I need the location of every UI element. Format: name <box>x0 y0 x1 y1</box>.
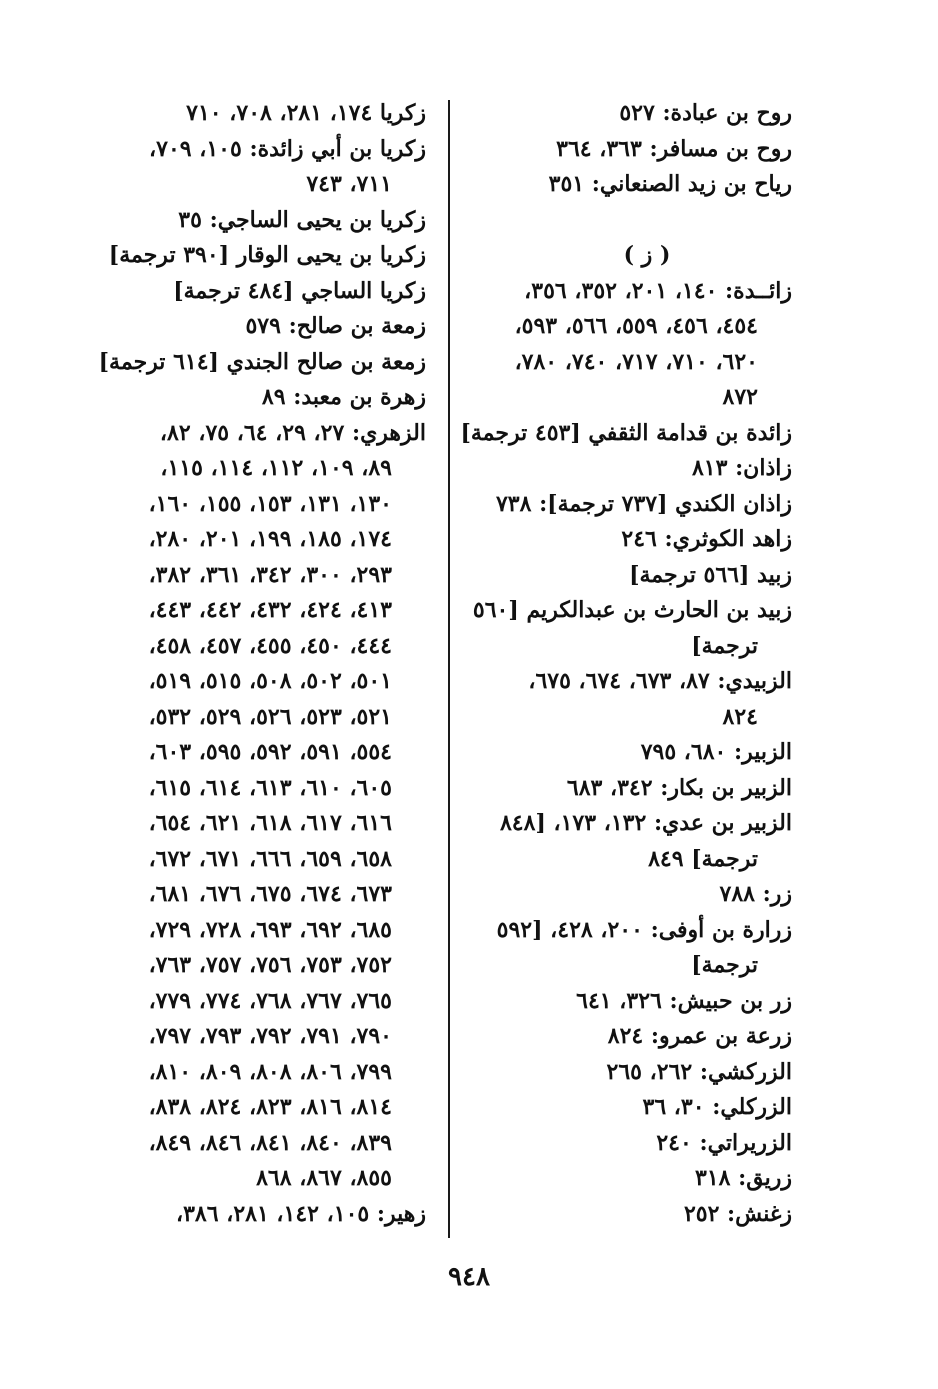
index-entry: الزريراتي: ٢٤٠ <box>656 1129 792 1156</box>
index-entry-continuation: ١٧٤، ١٨٥، ١٩٩، ٢٠١، ٢٨٠، <box>148 526 392 552</box>
index-entry: زهير: ١٠٥، ١٤٢، ٢٨١، ٣٨٦، <box>175 1200 426 1227</box>
index-entry: زريق: ٣١٨ <box>695 1165 792 1191</box>
index-entry: زاذان: ٨١٣ <box>691 455 792 481</box>
index-entry: رياح بن زيد الصنعاني: ٣٥١ <box>548 171 792 197</box>
index-entry-continuation: ١٣٠، ١٣١، ١٥٣، ١٥٥، ١٦٠، <box>148 490 392 517</box>
index-entry-continuation: ٨١٤، ٨١٦، ٨٢٣، ٨٢٤، ٨٣٨، <box>148 1094 392 1120</box>
index-entry-continuation: ٧١١، ٧٤٣ <box>306 171 392 197</box>
index-entry-continuation: ترجمة] <box>691 952 758 978</box>
index-entry: زرارة بن أوفى: ٢٠٠، ٤٢٨، [٥٩٢ <box>496 916 792 943</box>
index-entry: زكريا الساجي [٤٨٤ ترجمة] <box>173 277 426 304</box>
index-entry: زائــدة: ١٤٠، ٢٠١، ٣٥٢، ٣٥٦، <box>524 277 792 304</box>
index-entry-continuation: ٦١٦، ٦١٧، ٦١٨، ٦٢١، ٦٥٤، <box>148 810 392 836</box>
index-entry: زائدة بن قدامة الثقفي [٤٥٣ ترجمة] <box>460 419 792 446</box>
index-entry-continuation: ٢٩٣، ٣٠٠، ٣٤٢، ٣٦١، ٣٨٢، <box>148 561 392 588</box>
index-entry-continuation: ٥٠١، ٥٠٢، ٥٠٨، ٥١٥، ٥١٩، <box>148 668 392 694</box>
index-entry-continuation: ٥٢١، ٥٢٣، ٥٢٦، ٥٢٩، ٥٣٢، <box>148 703 392 730</box>
index-entry: زبيد [٥٦٦ ترجمة] <box>629 561 792 588</box>
index-entry-continuation: ٦٨٥، ٦٩٢، ٦٩٣، ٧٢٨، ٧٢٩، <box>148 916 392 943</box>
index-entry: زكريا ١٧٤، ٢٨١، ٧٠٨، ٧١٠ <box>186 100 426 126</box>
index-entry: زهرة بن معبد: ٨٩ <box>261 384 426 410</box>
index-entry: زغنش: ٢٥٢ <box>683 1200 792 1227</box>
index-entry: روح بن مسافر: ٣٦٣، ٣٦٤ <box>556 135 792 162</box>
index-entry-continuation: ٧٦٥، ٧٦٧، ٧٦٨، ٧٧٤، ٧٧٩، <box>148 987 392 1014</box>
index-entry-continuation: ٤١٣، ٤٢٤، ٤٣٢، ٤٤٢، ٤٤٣، <box>148 597 392 623</box>
index-entry-continuation: ٦٧٣، ٦٧٤، ٦٧٥، ٦٧٦، ٦٨١، <box>148 881 392 907</box>
index-entry-continuation: ٨٥٥، ٨٦٧، ٨٦٨ <box>256 1165 392 1191</box>
index-entry-continuation: ٦٥٨، ٦٥٩، ٦٦٦، ٦٧١، ٦٧٢، <box>148 845 392 872</box>
letter-section-heading: ( ز ) <box>623 242 671 268</box>
index-entry: الزهري: ٢٧، ٢٩، ٦٤، ٧٥، ٨٢، <box>159 419 426 446</box>
index-entry: زرعة بن عمرو: ٨٢٤ <box>607 1023 792 1049</box>
index-entry-continuation: ٨٢٤ <box>722 703 758 730</box>
index-entry-continuation: ٨٧٢ <box>722 384 758 410</box>
index-entry: زكريا بن أبي زائدة: ١٠٥، ٧٠٩، <box>149 135 426 162</box>
index-entry: الزبير: ٦٨٠، ٧٩٥ <box>640 739 792 765</box>
index-entry: زر: ٧٨٨ <box>719 881 792 907</box>
index-entry-continuation: ٧٥٢، ٧٥٣، ٧٥٦، ٧٥٧، ٧٦٣، <box>148 952 392 978</box>
index-entry: روح بن عبادة: ٥٢٧ <box>619 100 792 126</box>
index-entry-continuation: ترجمة] <box>691 632 758 659</box>
column-divider <box>448 100 450 1238</box>
index-entry: الزبير بن بكار: ٣٤٢، ٦٨٣ <box>566 774 792 801</box>
index-entry-continuation: ٦٢٠، ٧١٠، ٧١٧، ٧٤٠، ٧٨٠، <box>514 348 758 375</box>
index-entry-continuation: ٧٩٩، ٨٠٦، ٨٠٨، ٨٠٩، ٨١٠، <box>148 1058 392 1085</box>
index-entry: زكريا بن يحيى الوقار [٣٩٠ ترجمة] <box>108 242 426 268</box>
index-entry: زاذان الكندي [٧٣٧ ترجمة]: ٧٣٨ <box>495 490 792 517</box>
index-entry-continuation: ٨٩، ١٠٩، ١١٢، ١١٤، ١١٥، <box>160 455 392 481</box>
index-entry: زر بن حبيش: ٣٢٦، ٦٤١ <box>576 987 792 1014</box>
left-column <box>98 96 426 1232</box>
page-number: ٩٤٨ <box>448 1262 490 1292</box>
index-entry: الزبير بن عدي: ١٣٢، ١٧٣، [٨٤٨ <box>499 810 792 836</box>
index-entry-continuation: ٤٤٤، ٤٥٠، ٤٥٥، ٤٥٧، ٤٥٨، <box>148 632 392 659</box>
index-entry: الزبيدي: ٨٧، ٦٧٣، ٦٧٤، ٦٧٥، <box>528 668 792 694</box>
section-spacer <box>462 203 792 239</box>
index-entry-continuation: ٦٠٥، ٦١٠، ٦١٣، ٦١٤، ٦١٥، <box>148 774 392 801</box>
index-entry: زبيد بن الحارث بن عبدالكريم [٥٦٠ <box>472 597 792 623</box>
right-column <box>462 96 792 1232</box>
index-entry: الزركشي: ٢٦٢، ٢٦٥ <box>606 1058 792 1085</box>
index-entry: زمعة بن صالح الجندي [٦١٤ ترجمة] <box>98 348 426 375</box>
index-entry: زاهد الكوثري: ٢٤٦ <box>621 526 792 552</box>
index-entry-continuation: ٧٩٠، ٧٩١، ٧٩٢، ٧٩٣، ٧٩٧، <box>148 1023 392 1049</box>
index-entry-continuation: ترجمة] ٨٤٩ <box>648 845 758 872</box>
index-entry: زمعة بن صالح: ٥٧٩ <box>245 313 426 339</box>
index-entry-continuation: ٤٥٤، ٤٥٦، ٥٥٩، ٥٦٦، ٥٩٣، <box>514 313 758 339</box>
index-entry-continuation: ٥٥٤، ٥٩١، ٥٩٢، ٥٩٥، ٦٠٣، <box>148 739 392 765</box>
index-entry: الزركلي: ٣٠، ٣٦ <box>642 1094 792 1120</box>
index-entry: زكريا بن يحيى الساجي: ٣٥ <box>178 206 426 233</box>
index-entry-continuation: ٨٣٩، ٨٤٠، ٨٤١، ٨٤٦، ٨٤٩، <box>148 1129 392 1156</box>
